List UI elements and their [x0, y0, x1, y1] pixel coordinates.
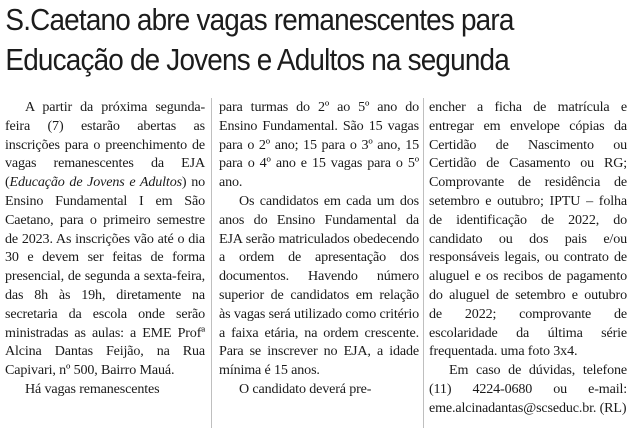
col1-p1-text: A partir da próxima segunda-feira (7) estarão abertas as inscrições para o preenchimento de vagas remanescentes da EJA ( — [5, 99, 205, 191]
headline-line-2: Educação de Jovens e Adultos na segunda — [5, 42, 509, 77]
col2-paragraph-2: Os candidatos em cada um dos anos do Ensino Fundamental da EJA serão matriculados obedecendo a ordem de apresentação dos documentos. Havendo número superior de candidatos em relação às vagas será utilizado como critério a faixa etária, na ordem crescente. Para se inscrever no EJA, a idade mínima é 15 anos. — [219, 192, 419, 379]
col1-paragraph-1 — [5, 98, 205, 380]
article-headline — [0, 0, 569, 80]
col1-p1-text-end: ) no Ensino Fundamental I em São Caetano, para o primeiro semestre de 2023. As inscrições vão até o dia 30 e devem ser feitas de forma presencial, de segunda a sexta-feira, das 8h às 19h, diretamente na secretaria da escola onde serão ministradas as aulas: a EME Profª Alcina Dantas Feijão, na Rua Capivari, nº 500, Bairro Mauá. — [5, 174, 205, 379]
col2-paragraph-1: para turmas do 2º ao 5º ano do Ensino Fundamental. São 15 vagas para o 2º ano; 15 para o 3º ano, 15 para o 4º ano e 15 vagas para o 5º ano. — [219, 99, 419, 191]
col1-p1-italic: Educação de Jovens e Adultos — [9, 174, 182, 191]
col3-paragraph-2: Em caso de dúvidas, telefone (11) 4224-0680 ou e-mail: eme.alcinadantas@scseduc.br. (RL) — [429, 362, 627, 416]
article-column-1 — [5, 98, 205, 399]
col3-paragraph-1: encher a ficha de matrícula e entregar em envelope cópias da Certidão de Nascimento ou Certidão de Casamento ou RG; Comprovante de residência de setembro e outubro; IPTU – folha de identificação de 2022, do candidato ou dos pais e/ou responsáveis legais, ou contrato de aluguel e os recibos de pagamento do aluguel de setembro e outubro de 2022; comprovante de escolaridade da última série frequentada. uma foto 3x4. — [429, 99, 627, 360]
col2-paragraph-3: O candidato deverá pre- — [239, 380, 372, 397]
headline-line-1: S.Caetano abre vagas remanescentes para — [5, 2, 514, 37]
article-column-3 — [429, 98, 627, 418]
col1-paragraph-2: Há vagas remanescentes — [25, 380, 160, 397]
article-column-2 — [219, 98, 419, 399]
column-divider — [211, 98, 212, 428]
column-divider — [423, 98, 424, 428]
